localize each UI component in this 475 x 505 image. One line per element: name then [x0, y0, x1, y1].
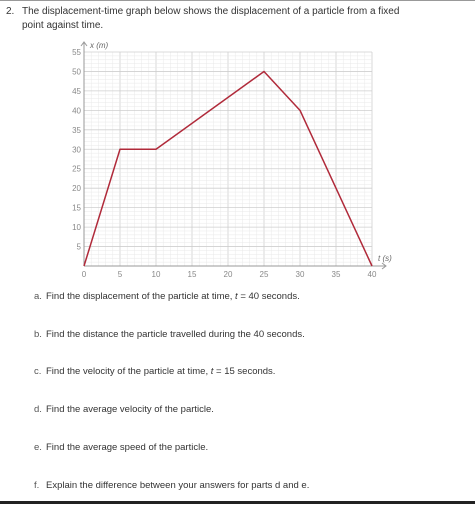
part-e: [34, 442, 208, 454]
x-tick-label: 30: [295, 270, 305, 279]
x-tick-label: 15: [187, 270, 197, 279]
x-tick-label: 35: [331, 270, 341, 279]
part-a-text-end: = 40 seconds.: [237, 291, 300, 302]
x-tick-label: 20: [223, 270, 233, 279]
y-tick-label: 15: [72, 203, 81, 213]
part-e-letter: e.: [34, 442, 42, 453]
part-c-var: t: [210, 366, 214, 377]
part-f-text: Explain the difference between your answers for parts d and e.: [46, 480, 310, 491]
part-a-var: t: [235, 291, 238, 302]
part-d: [34, 404, 214, 416]
part-d-letter: d.: [34, 404, 42, 415]
x-tick-label: 25: [259, 270, 269, 279]
y-tick-label: 55: [72, 48, 81, 57]
part-f-letter: f.: [34, 480, 40, 491]
x-tick-label: 40: [367, 270, 377, 279]
y-tick-label: 20: [72, 184, 81, 194]
part-f: [34, 480, 309, 492]
part-c-text: Find the velocity of the particle at time,: [46, 366, 211, 377]
part-b-text: Find the distance the particle travelled during the 40 seconds.: [46, 329, 305, 340]
y-tick-label: 45: [72, 86, 81, 96]
question-text-line-1: The displacement-time graph below shows the displacement of a particle from a fixed: [22, 6, 400, 17]
y-tick-label: 10: [72, 223, 81, 233]
part-d-text: Find the average velocity of the particle.: [46, 404, 214, 415]
bottom-border: [0, 501, 475, 504]
part-a-text: Find the displacement of the particle at time,: [46, 291, 236, 302]
question-text-line-2: point against time.: [22, 20, 104, 31]
part-e-text: Find the average speed of the particle.: [46, 442, 209, 453]
part-c-letter: c.: [34, 366, 42, 377]
x-axis-label: t (s): [378, 254, 392, 263]
y-tick-label: 40: [72, 106, 81, 116]
x-tick-label: 0: [81, 270, 87, 279]
y-tick-label: 25: [72, 164, 81, 174]
part-a-letter: a.: [34, 291, 42, 302]
part-c: [34, 366, 275, 378]
x-tick-label: 10: [151, 270, 161, 279]
y-tick-label: 50: [72, 67, 81, 77]
y-tick-label: 5: [76, 242, 81, 252]
y-axis-label: x (m): [90, 41, 109, 50]
part-a: [34, 291, 300, 303]
y-tick-label: 35: [72, 125, 81, 135]
part-b: [34, 329, 305, 341]
part-c-text-end: = 15 seconds.: [213, 366, 276, 377]
question-number: 2.: [6, 6, 15, 17]
part-b-letter: b.: [34, 329, 42, 340]
x-tick-label: 5: [117, 270, 123, 279]
y-tick-label: 30: [72, 145, 81, 155]
